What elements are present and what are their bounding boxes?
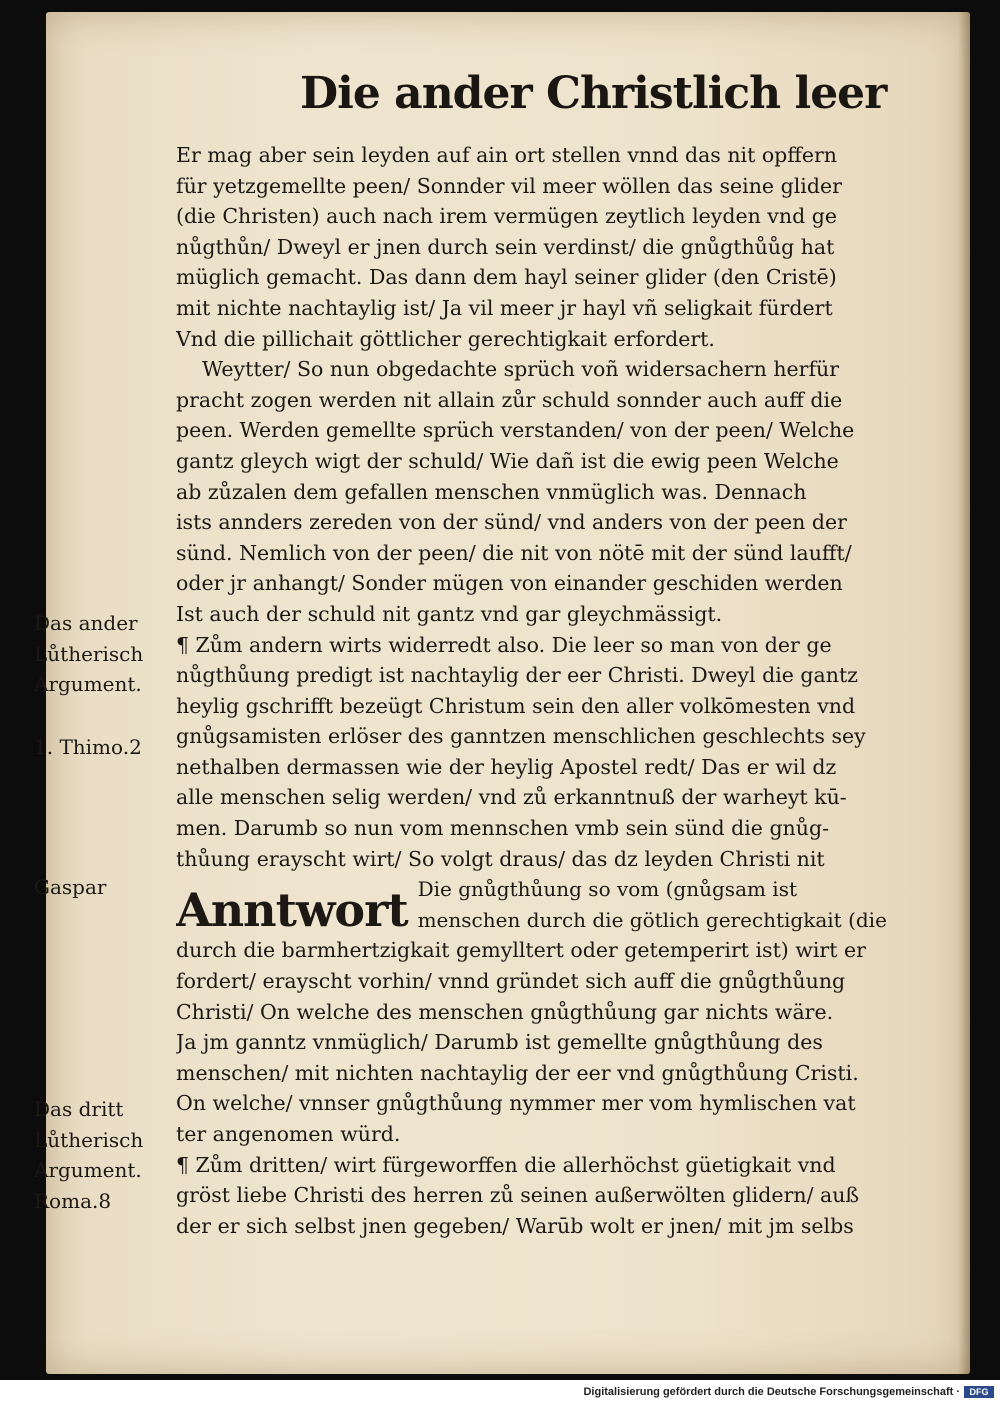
running-head: Die ander Christlich leer [300, 68, 887, 119]
text-line: ab zůzalen dem gefallen menschen vnmüglich was. Dennach [176, 479, 807, 504]
text-line: ists annders zereden von der sünd/ vnd anders von der peen der [176, 510, 847, 535]
answer-side-text [418, 874, 887, 935]
answer-lower-text: menschen durch die götlich gerechtigkait (die [417, 907, 887, 932]
text-line: ¶ Zům andern wirts widerredt also. Die leer so man von der ge [176, 632, 832, 657]
text-line: men. Darumb so nun vom mennschen vmb sein sünd die gnůg- [176, 816, 830, 841]
text-line: Ja jm ganntz vnmüglich/ Darumb ist gemellte gnůgthůung des [176, 1030, 823, 1055]
text-line: nůgthůn/ Dweyl er jnen durch sein verdinst/ die gnůgthůůg hat [176, 234, 835, 259]
text-line: menschen/ mit nichten nachtaylig der eer vnd gnůgthůung Cristi. [176, 1060, 859, 1085]
text-line: thůung erayscht wirt/ So volgt draus/ das dz leyden Christi nit [176, 846, 825, 871]
margin-note-line: Lůtherisch [34, 1127, 144, 1152]
answer-heading-line [176, 874, 901, 938]
text-line: peen. Werden gemellte sprüch verstanden/ von der peen/ Welche [176, 418, 855, 443]
text-line: ter angenomen würd. [176, 1122, 401, 1146]
text-line: nethalben dermassen wie der heylig Apostel redt/ Das er wil dz [176, 754, 837, 779]
text-line: gantz gleych wigt der schuld/ Wie dañ ist die ewig peen Welche [176, 448, 839, 473]
text-line: fordert/ erayscht vorhin/ vnnd gründet sich auff die gnůgthůung [176, 969, 846, 994]
text-line: Vnd die pillichait göttlicher gerechtigkait erfordert. [176, 326, 715, 351]
margin-note-line: Roma.8 [34, 1188, 112, 1213]
funding-credit: Digitalisierung gefördert durch die Deutsche Forschungsgemeinschaft · [583, 1386, 960, 1398]
margin-note-line: Das ander [34, 611, 138, 635]
text-line: Weytter/ So nun obgedachte sprüch voñ widersachern herfür [202, 357, 840, 382]
text-line: Er mag aber sein leyden auf ain ort stellen vnnd das nit opffern [176, 143, 838, 167]
text-line: Christi/ On welche des menschen gnůgthůung gar nichts wäre. [176, 999, 834, 1024]
text-line: sünd. Nemlich von der peen/ die nit von nötē mit der sünd laufft/ [176, 540, 852, 565]
margin-note-gaspar: Gaspar [34, 875, 107, 899]
text-line: gröst liebe Christi des herren zů seinen außerwölten glidern/ auß [176, 1183, 860, 1208]
answer-upper-text: Die gnůgthůung so vom (gnůgsam ist [417, 877, 798, 902]
text-line: On welche/ vnnser gnůgthůung nymmer mer vom hymlischen vat [176, 1091, 856, 1116]
margin-note-third-argument [34, 1094, 184, 1216]
main-text-block [176, 140, 901, 1241]
text-line: alle menschen selig werden/ vnd zů erkanntnuß der warheyt kū- [176, 785, 847, 810]
margin-note-line: Argument. [34, 1158, 142, 1183]
text-line: ¶ Zům dritten/ wirt fürgeworffen die allerhöchst güetigkait vnd [176, 1152, 836, 1177]
text-line: der er sich selbst jnen gegeben/ Warūb wolt er jnen/ mit jm selbs [176, 1213, 854, 1238]
text-line: nůgthůung predigt ist nachtaylig der eer Christi. Dweyl die gantz [176, 663, 858, 688]
margin-note-second-argument [34, 608, 184, 700]
margin-note-timothy: 1. Thimo.2 [34, 735, 142, 759]
text-line: müglich gemacht. Das dann dem hayl seiner glider (den Cristē) [176, 265, 837, 290]
text-line: pracht zogen werden nit allain zůr schuld sonnder auch auff die [176, 387, 843, 412]
text-line: mit nichte nachtaylig ist/ Ja vil meer jr hayl vñ seligkait fürdert [176, 295, 833, 320]
text-line: heylig gschrifft bezeügt Christum sein den aller volkōmesten vnd [176, 693, 856, 718]
dfg-logo-icon: DFG [964, 1386, 994, 1398]
margin-note-line: Lůtherisch [34, 641, 144, 666]
page-edge-shadow [958, 12, 970, 1374]
text-line: oder jr anhangt/ Sonder mügen von einander geschiden werden [176, 571, 843, 596]
text-line: (die Christen) auch nach irem vermügen zeytlich leyden vnd ge [176, 204, 837, 229]
text-line: Ist auch der schuld nit gantz vnd gar gleychmässigt. [176, 601, 723, 626]
text-line: durch die barmhertzigkait gemylltert oder getemperirt ist) wirt er [176, 938, 866, 963]
margin-note-line: Das dritt [34, 1097, 124, 1121]
margin-note-line: Argument. [34, 672, 142, 697]
text-line: gnůgsamisten erlöser des ganntzen menschlichen geschlechts sey [176, 724, 866, 749]
text-line: für yetzgemellte peen/ Sonnder vil meer wöllen das seine glider [176, 173, 842, 198]
answer-word: Anntwort [176, 883, 408, 938]
